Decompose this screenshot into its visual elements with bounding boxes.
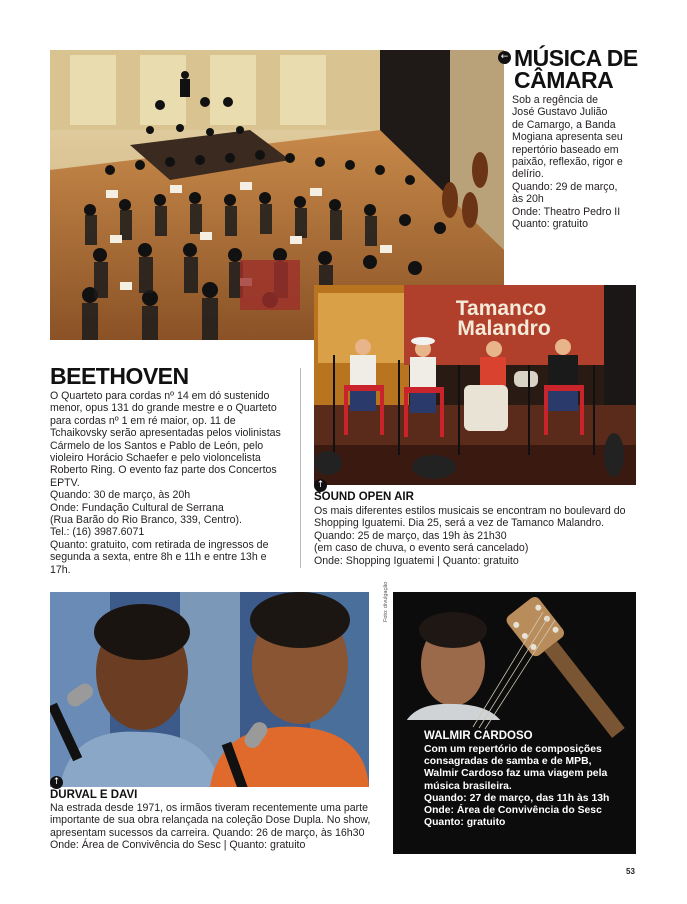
text-line: Onde: Shopping Iguatemi | Quanto: gratuito xyxy=(314,554,519,567)
text-line: repertório baseado em xyxy=(512,143,619,156)
text-line: José Gustavo Julião xyxy=(512,106,608,119)
text-line: consagradas de samba e de MPB, xyxy=(424,756,592,768)
text-line: Com um repertório de composições xyxy=(424,744,602,755)
text-line: paixão, reflexão, rigor e xyxy=(512,156,623,169)
text-line: segunda a sexta, entre 8h e 11h e entre 13h e 17h. xyxy=(50,551,267,576)
text-line: Onde: Área de Convivência do Sesc | Quanto: gratuito xyxy=(50,839,306,852)
banner-text: Tamanco Malandro xyxy=(455,297,551,340)
text-line: apresentam sucessos da carreira. Quando: 26 de março, às 16h30 xyxy=(50,826,365,839)
text-line: EPTV. xyxy=(50,476,80,489)
text-line: violeiro Horácio Schaefer e pelo violoncelista xyxy=(50,452,261,465)
up-arrow-icon: ↑ xyxy=(50,776,63,789)
photo-credit: Foto: divulgação xyxy=(383,581,389,622)
text-line: de Camargo, a Banda xyxy=(512,118,616,131)
text-line: Onde: Theatro Pedro II xyxy=(512,205,621,218)
text-line: Quando: 30 de março, às 20h xyxy=(50,489,191,502)
walmir-cardoso-body xyxy=(424,744,624,829)
duo-photo xyxy=(50,592,369,787)
musica-camara-title: MÚSICA DE CÂMARA xyxy=(514,45,638,93)
page-number: 53 xyxy=(626,867,635,876)
text-line: Quando: 27 de março, das 11h às 13h xyxy=(424,792,610,804)
text-line: música brasileira. xyxy=(424,780,512,792)
musica-camara-body xyxy=(512,94,640,230)
durval-davi-title: DURVAL E DAVI xyxy=(50,789,138,801)
text-line: Tchaikovsky serão apresentadas pelos violinistas xyxy=(50,427,281,440)
text-line: Na estrada desde 1971, os irmãos tiveram recentemente uma parte xyxy=(50,802,368,814)
sound-open-air-title: SOUND OPEN AIR xyxy=(314,491,414,503)
beethoven-body xyxy=(50,390,290,576)
text-line: Mogiana apresenta seu xyxy=(512,131,623,144)
text-line: (em caso de chuva, o evento será cancelado) xyxy=(314,542,529,555)
text-line: para cordas nº 1 em ré maior, op. 11 de xyxy=(50,414,236,427)
text-line: Cármelo de los Santos e Pablo de León, pelo xyxy=(50,439,264,452)
left-arrow-icon: ← xyxy=(498,51,511,64)
text-line: menor, opus 131 do grande mestre e o Quarteto xyxy=(50,402,277,415)
text-line: Walmir Cardoso faz uma viagem pela xyxy=(424,768,608,780)
text-line: (Rua Barão do Rio Branco, 339, Centro). xyxy=(50,514,242,527)
text-line: Quando: 29 de março, xyxy=(512,180,618,193)
text-line: O Quarteto para cordas nº 14 em dó sustenido xyxy=(50,390,270,402)
walmir-cardoso-title: WALMIR CARDOSO xyxy=(424,730,533,742)
text-line: Quanto: gratuito xyxy=(512,218,588,231)
beethoven-title: BEETHOVEN xyxy=(50,363,189,389)
text-line: Onde: Fundação Cultural de Serrana xyxy=(50,501,224,514)
text-line: Sob a regência de xyxy=(512,94,598,106)
text-line: Os mais diferentes estilos musicais se encontram no boulevard do xyxy=(314,505,626,517)
durval-davi-body xyxy=(50,802,372,852)
text-line: às 20h xyxy=(512,193,544,206)
sound-open-air-body xyxy=(314,505,636,567)
up-arrow-icon: ↑ xyxy=(314,479,327,492)
text-line: delírio. xyxy=(512,168,544,181)
band-photo xyxy=(314,285,636,485)
text-line: Shopping Iguatemi. Dia 25, será a vez de Tamanco Malandro. xyxy=(314,517,605,530)
text-line: importante de sua obra relançada na coleção Dose Dupla. No show, xyxy=(50,814,371,827)
text-line: Onde: Área de Convivência do Sesc xyxy=(424,805,602,817)
text-line: Roberto Ring. O evento faz parte dos Concertos xyxy=(50,464,277,477)
text-line: Quanto: gratuito, com retirada de ingressos de xyxy=(50,538,269,551)
text-line: Quando: 25 de março, das 19h às 21h30 xyxy=(314,529,507,542)
text-line: Tel.: (16) 3987.6071 xyxy=(50,526,145,539)
text-line: Quanto: gratuito xyxy=(424,817,506,829)
column-divider xyxy=(300,368,301,568)
